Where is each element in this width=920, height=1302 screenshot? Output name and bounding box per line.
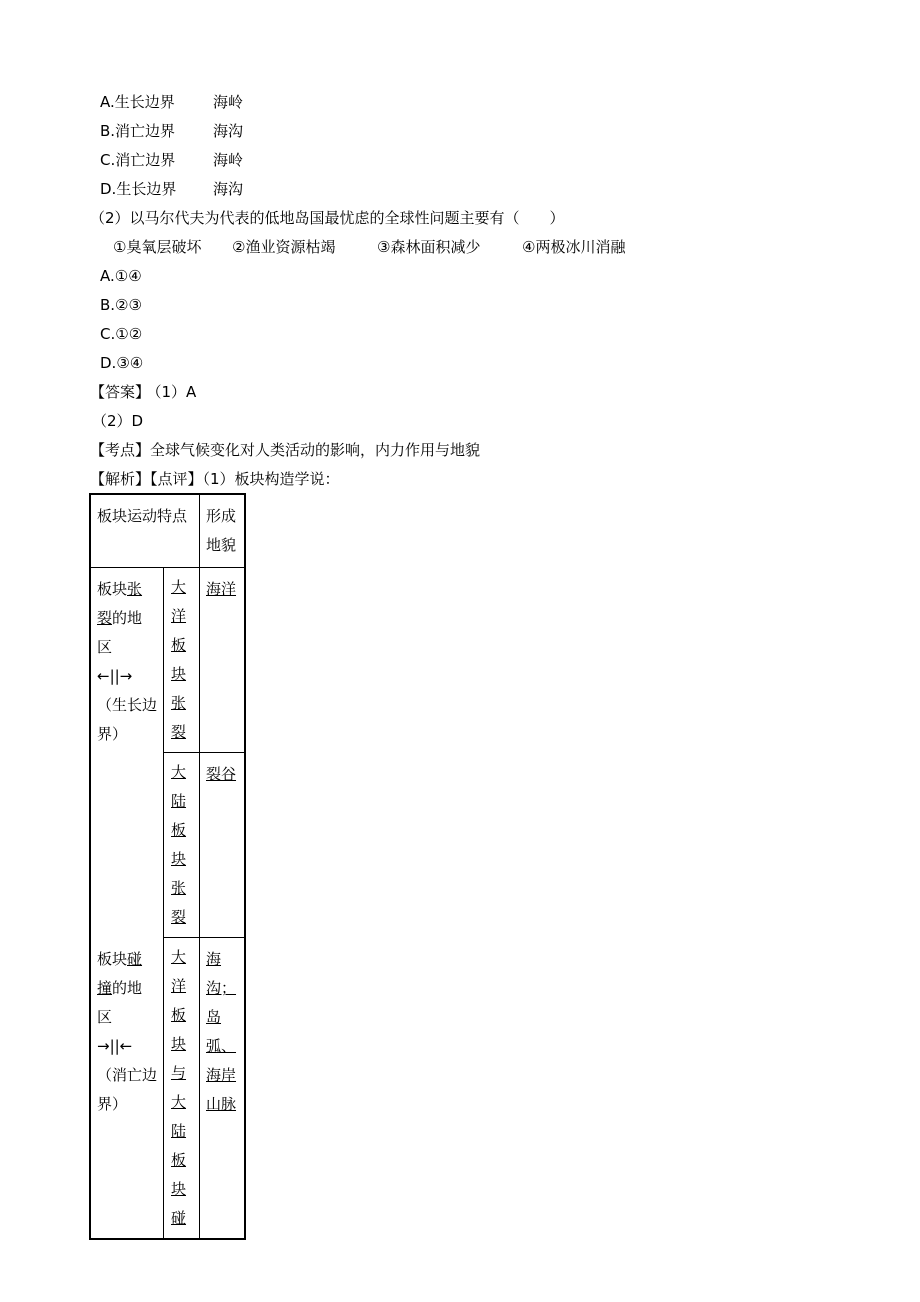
q2-items bbox=[113, 237, 625, 257]
group1-landform-2-text: 裂谷 bbox=[206, 765, 237, 783]
group2-keyword: 碰撞 bbox=[97, 949, 143, 997]
answer-line bbox=[90, 382, 196, 402]
group2-landform-1-text: 海沟；岛弧、海岸山脉 bbox=[206, 950, 237, 1113]
jiexi-text: （1）板块构造学说： bbox=[202, 470, 340, 488]
group2-landform-1 bbox=[200, 938, 246, 1240]
group1-type-2-text: 大陆板块张裂 bbox=[171, 763, 187, 926]
q1-option-a bbox=[100, 92, 243, 112]
group1-boundary: （生长边界） bbox=[97, 696, 158, 743]
q1-option-c-label: C.消亡边界 bbox=[100, 151, 176, 169]
q1-option-d bbox=[100, 179, 243, 199]
q2-option-d: D.③④ bbox=[100, 354, 144, 372]
group1-landform-2 bbox=[200, 753, 246, 938]
answer-2: （2）D bbox=[92, 412, 144, 430]
q1-option-b bbox=[100, 121, 243, 141]
group2-post: 的地区 bbox=[97, 978, 143, 1026]
q1-option-d-value: 海沟 bbox=[213, 180, 244, 198]
q2-item-3: ③森林面积减少 bbox=[377, 238, 481, 256]
table-row bbox=[90, 938, 245, 1240]
header-feature: 板块运动特点 bbox=[90, 494, 200, 568]
q1-option-d-label: D.生长边界 bbox=[100, 180, 177, 198]
group2-feature bbox=[90, 938, 164, 1240]
group1-feature bbox=[90, 568, 164, 938]
kaodian-text: 全球气候变化对人类活动的影响，内力作用与地貌 bbox=[150, 441, 481, 459]
jiexi-label: 【解析】【点评】 bbox=[90, 470, 203, 488]
table-row bbox=[90, 568, 245, 753]
q2-item-4: ④两极冰川消融 bbox=[522, 238, 626, 256]
group1-type-2 bbox=[164, 753, 200, 938]
q1-option-b-label: B.消亡边界 bbox=[100, 122, 176, 140]
q1-option-a-label: A.生长边界 bbox=[100, 93, 175, 111]
jiexi-line bbox=[90, 469, 340, 489]
group2-pre: 板块 bbox=[97, 949, 128, 968]
group2-arrows: →||← bbox=[97, 1036, 133, 1055]
group1-landform-1 bbox=[200, 568, 246, 753]
q1-option-a-value: 海岭 bbox=[213, 93, 244, 111]
kaodian-line bbox=[90, 440, 480, 460]
q1-option-c-value: 海岭 bbox=[213, 151, 244, 169]
q2-item-2: ②渔业资源枯竭 bbox=[232, 238, 336, 256]
group2-type-1 bbox=[164, 938, 200, 1240]
group1-type-1-text: 大洋板块张裂 bbox=[171, 578, 187, 741]
q2-option-a: A.①④ bbox=[100, 267, 142, 285]
group2-type-1-text: 大洋板块与大陆板块碰 bbox=[171, 948, 187, 1227]
group2-boundary: （消亡边界） bbox=[97, 1065, 158, 1113]
q2-option-c: C.①② bbox=[100, 325, 143, 343]
q1-option-b-value: 海沟 bbox=[213, 122, 244, 140]
group1-landform-1-text: 海洋 bbox=[206, 580, 237, 598]
q2-stem: （2）以马尔代夫为代表的低地岛国最忧虑的全球性问题主要有（ ） bbox=[90, 209, 565, 227]
answer-label: 【答案】 bbox=[90, 383, 151, 401]
group1-arrows: ←||→ bbox=[97, 667, 133, 685]
group1-post: 的地区 bbox=[97, 609, 143, 656]
q1-option-c bbox=[100, 150, 243, 170]
kaodian-label: 【考点】 bbox=[90, 441, 151, 459]
header-landform: 形成地貌 bbox=[200, 494, 246, 568]
answer-1: （1）A bbox=[154, 383, 197, 401]
group1-pre: 板块 bbox=[97, 580, 128, 598]
group1-keyword: 张裂 bbox=[97, 580, 143, 627]
table-header-row bbox=[90, 494, 245, 568]
plate-tectonics-table bbox=[89, 493, 246, 1240]
q2-item-1: ①臭氧层破坏 bbox=[113, 238, 202, 256]
group1-type-1 bbox=[164, 568, 200, 753]
q2-option-b: B.②③ bbox=[100, 296, 142, 314]
